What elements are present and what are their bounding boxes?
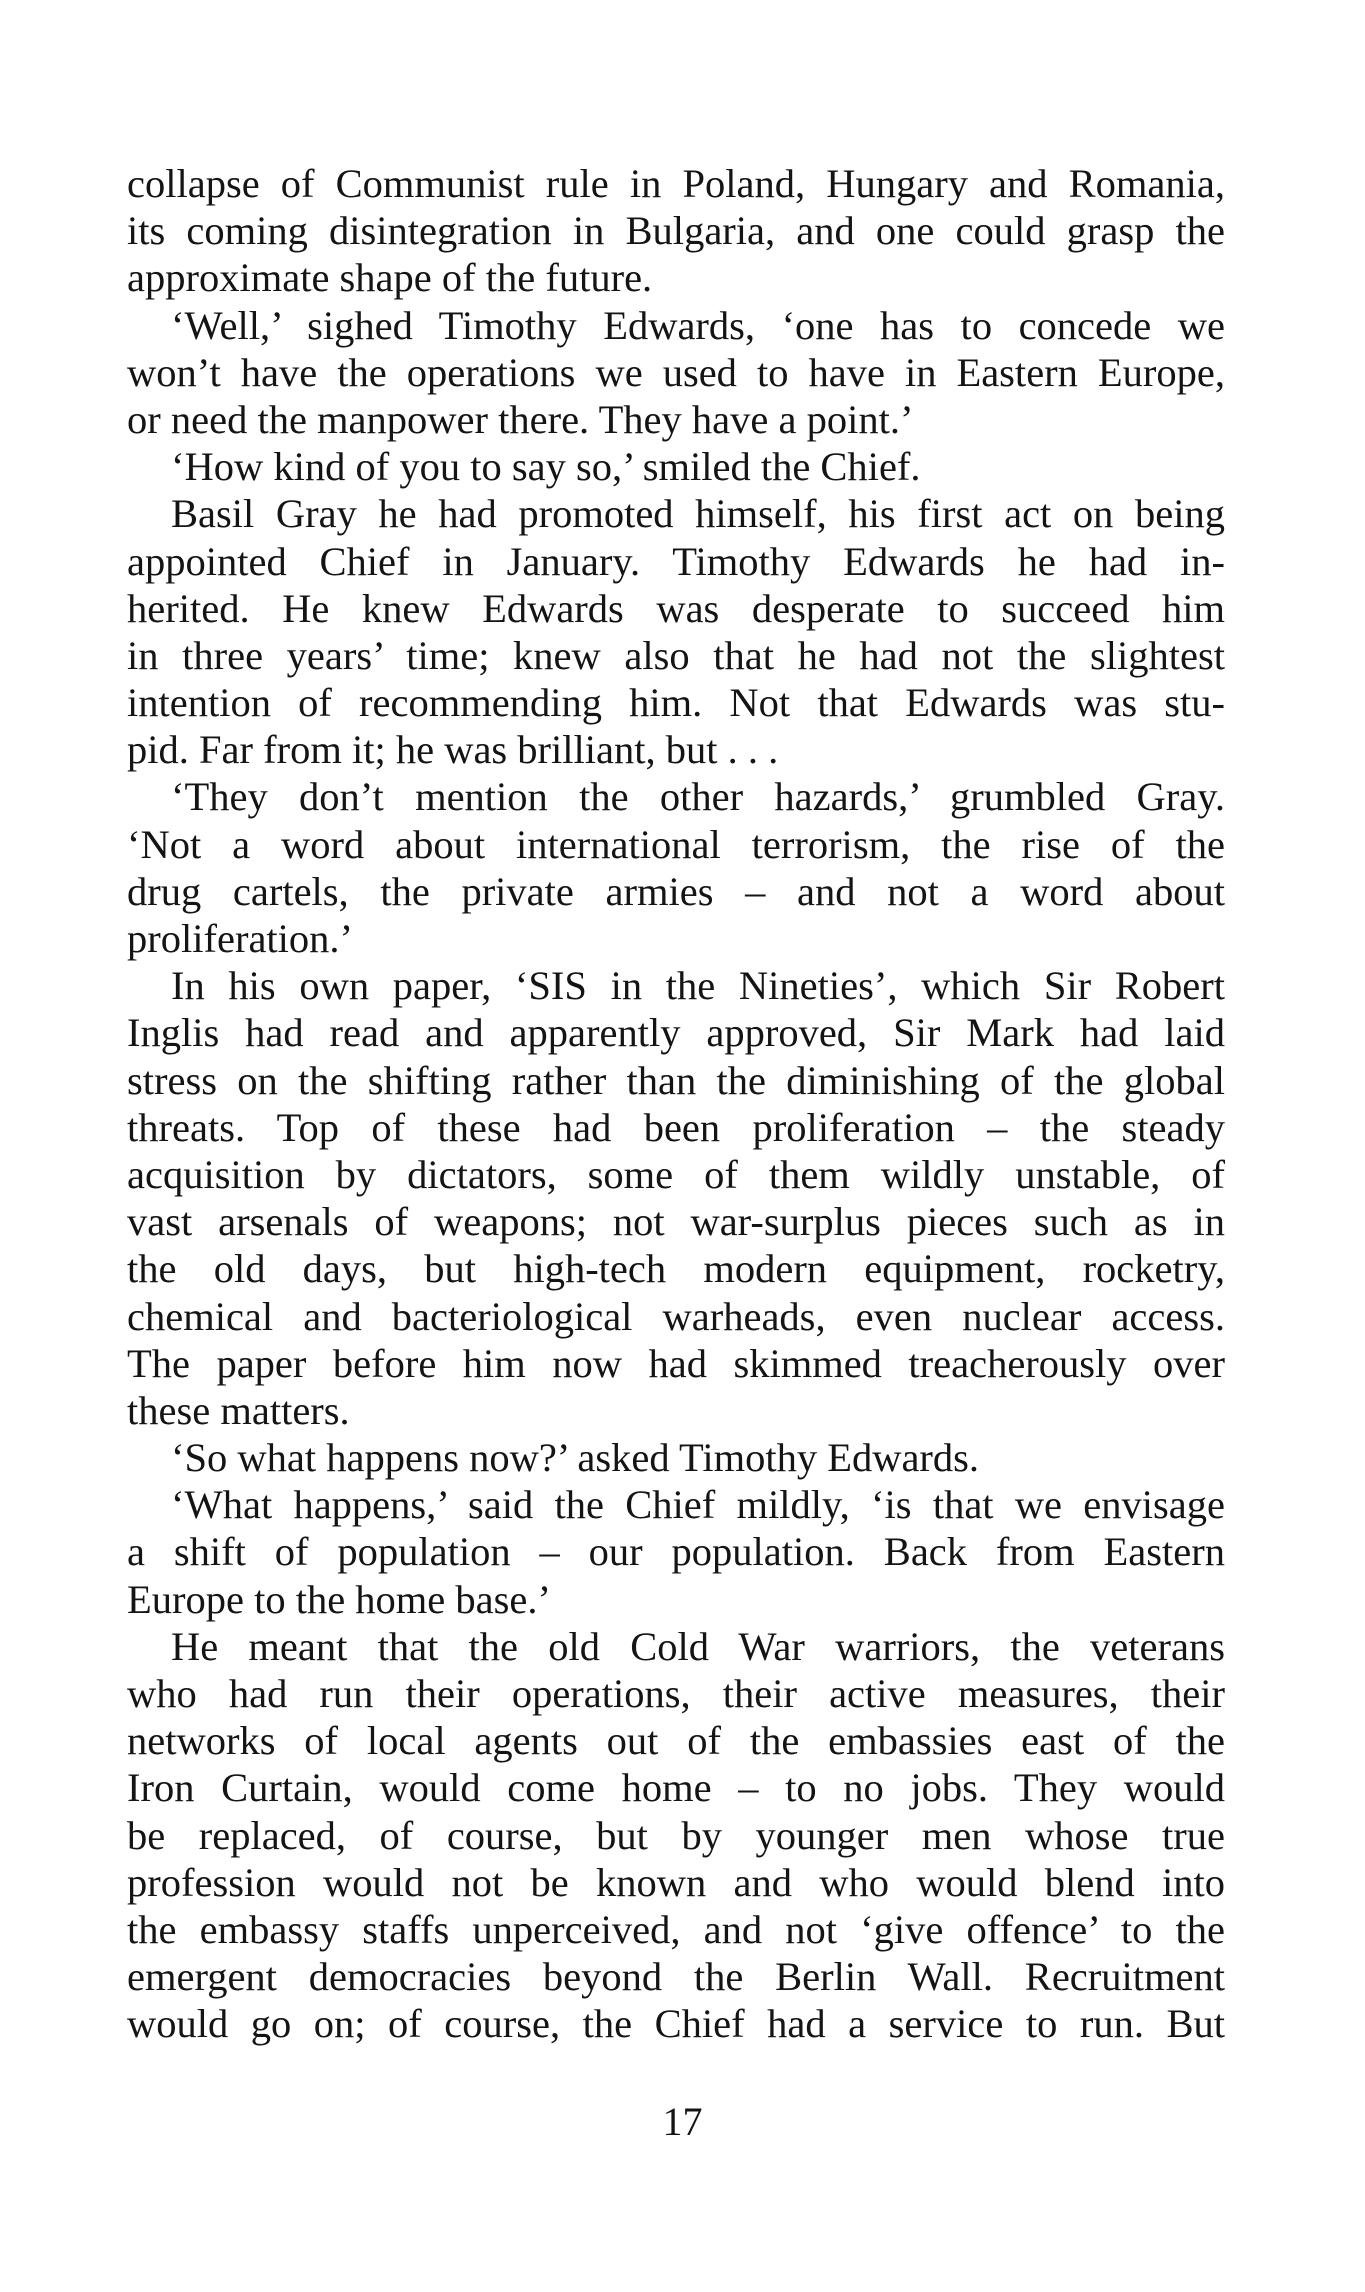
text-line: ‘So what happens now?’ asked Timothy Edwards.: [171, 1435, 980, 1481]
text-line: networks of local agents out of the embassies east of the: [127, 1718, 1225, 1764]
text-line: vast arsenals of weapons; not war-surplus pieces such as in: [127, 1199, 1225, 1245]
text-line: ‘They don’t mention the other hazards,’ grumbled Gray.: [171, 774, 1225, 820]
text-line: or need the manpower there. They have a point.’: [127, 396, 914, 442]
text-line: a shift of population – our population. Back from Eastern: [127, 1529, 1225, 1575]
text-line: would go on; of course, the Chief had a service to run. But: [127, 2001, 1225, 2047]
text-line: Europe to the home base.’: [127, 1576, 551, 1622]
body-text: [127, 160, 1225, 2048]
text-line: the old days, but high-tech modern equipment, rocketry,: [127, 1246, 1225, 1292]
text-line: acquisition by dictators, some of them wildly unstable, of: [127, 1151, 1225, 1197]
text-line: intention of recommending him. Not that Edwards was stu-: [127, 680, 1225, 726]
text-line: herited. He knew Edwards was desperate to succeed him: [127, 585, 1225, 631]
text-line: chemical and bacteriological warheads, even nuclear access.: [127, 1293, 1225, 1339]
text-line: drug cartels, the private armies – and not a word about: [127, 868, 1225, 914]
text-line: Inglis had read and apparently approved, Sir Mark had laid: [127, 1010, 1225, 1056]
text-line: be replaced, of course, but by younger men whose true: [127, 1812, 1225, 1858]
page-number: 17: [662, 2099, 703, 2144]
text-line: pid. Far from it; he was brilliant, but . . .: [127, 727, 779, 773]
text-line: won’t have the operations we used to have in Eastern Europe,: [127, 349, 1225, 395]
text-line: He meant that the old Cold War warriors, the veterans: [171, 1623, 1225, 1669]
text-line: ‘How kind of you to say so,’ smiled the Chief.: [171, 444, 921, 490]
text-line: in three years’ time; knew also that he had not the slightest: [127, 632, 1225, 678]
text-line: proliferation.’: [127, 916, 354, 961]
text-line: ‘Not a word about international terrorism, the rise of the: [127, 821, 1225, 867]
text-line: appointed Chief in January. Timothy Edwards he had in-: [127, 538, 1225, 584]
text-line: collapse of Communist rule in Poland, Hungary and Romania,: [127, 161, 1225, 206]
text-line: threats. Top of these had been proliferation – the steady: [127, 1104, 1225, 1150]
text-line: Iron Curtain, would come home – to no jobs. They would: [127, 1765, 1225, 1811]
text-line: ‘Well,’ sighed Timothy Edwards, ‘one has to concede we: [171, 302, 1225, 348]
text-line: emergent democracies beyond the Berlin Wall. Recruitment: [127, 1954, 1225, 2000]
text-line: ‘What happens,’ said the Chief mildly, ‘is that we envisage: [171, 1482, 1225, 1528]
text-line: its coming disintegration in Bulgaria, and one could grasp the: [127, 208, 1225, 254]
text-line: these matters.: [127, 1387, 350, 1433]
text-line: who had run their operations, their active measures, their: [127, 1671, 1225, 1716]
text-line: In his own paper, ‘SIS in the Nineties’, which Sir Robert: [171, 963, 1225, 1009]
text-line: approximate shape of the future.: [127, 255, 653, 301]
text-line: Basil Gray he had promoted himself, his first act on being: [171, 491, 1225, 537]
text-line: profession would not be known and who would blend into: [127, 1859, 1225, 1905]
text-line: The paper before him now had skimmed treacherously over: [127, 1340, 1225, 1386]
text-line: the embassy staffs unperceived, and not ‘give offence’ to the: [127, 1906, 1225, 1952]
text-line: stress on the shifting rather than the diminishing of the global: [127, 1057, 1225, 1103]
